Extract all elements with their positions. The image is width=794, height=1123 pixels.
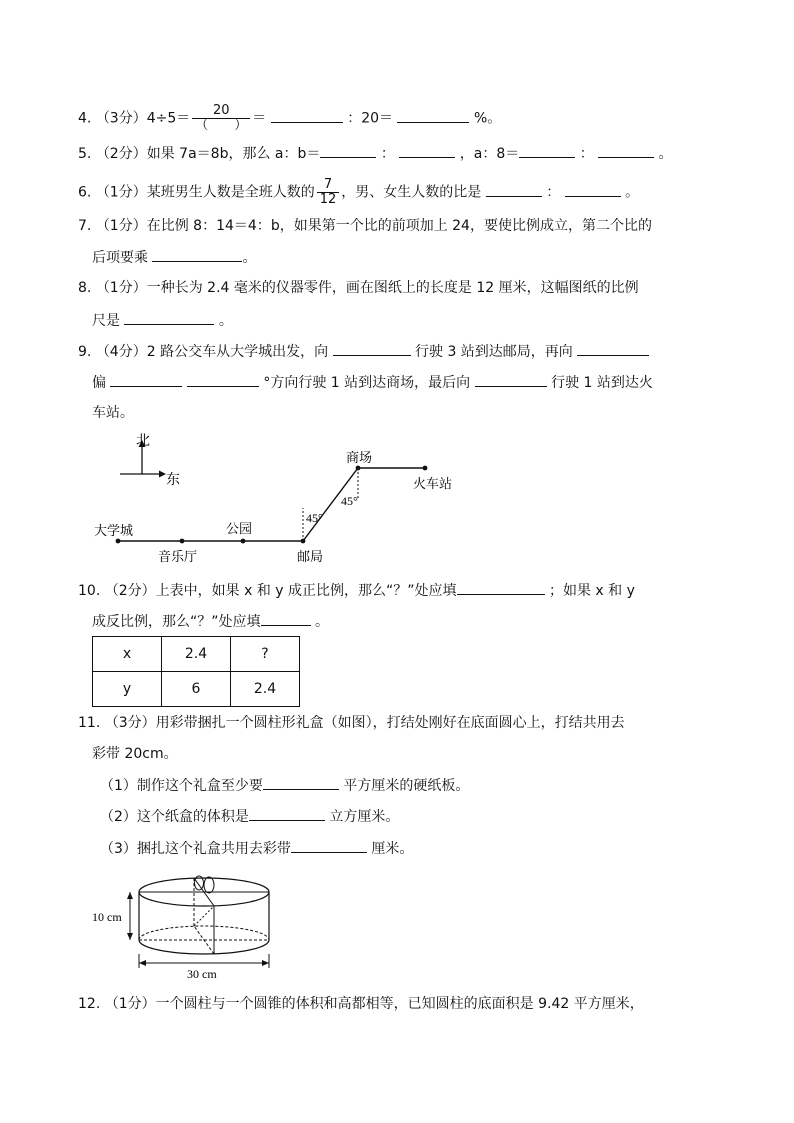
q4-equals: ＝ — [252, 110, 267, 127]
q11-sub1-text: （1）制作这个礼盒至少要 — [100, 778, 263, 794]
q5-blank-4[interactable] — [598, 143, 654, 158]
q9-number: 9. — [78, 344, 92, 360]
q8-number: 8. — [78, 280, 92, 296]
q9-blank-1[interactable] — [333, 341, 411, 356]
q6-fraction-numerator: 7 — [317, 178, 340, 193]
q11-sub2-end: 立方厘米。 — [329, 809, 400, 825]
q10-text-2: 成反比例，那么“？”处应填 — [92, 614, 261, 630]
question-9-cont-2 — [92, 403, 134, 423]
question-11-sub-2 — [100, 806, 399, 827]
q10-blank-1[interactable] — [457, 580, 545, 595]
diameter-arrow-right — [262, 960, 269, 966]
q11-sub3-text: （3）捆扎这个礼盒共用去彩带 — [100, 841, 291, 857]
table-cell: x — [93, 637, 162, 672]
table-row — [93, 672, 300, 707]
question-11-sub-3 — [100, 838, 413, 859]
q9-text: 2 路公交车从大学城出发，向 — [146, 344, 329, 360]
q9-text-1b: 行驶 3 站到达邮局，再向 — [415, 344, 573, 360]
question-12 — [78, 994, 644, 1014]
q6-points: （1分） — [95, 184, 147, 201]
q9-points: （4分） — [95, 344, 147, 360]
q8-end: 。 — [218, 313, 233, 329]
q4-blank-2[interactable] — [397, 108, 469, 123]
label-concert-hall: 音乐厅 — [158, 549, 198, 564]
question-11-sub-1 — [100, 775, 469, 796]
q4-percent: %。 — [473, 110, 502, 127]
q10-blank-2[interactable] — [261, 611, 311, 626]
station-dot-park — [241, 539, 246, 544]
q6-fraction-denominator: 12 — [319, 192, 337, 207]
question-9 — [78, 341, 649, 362]
q11-number: 11. — [78, 715, 101, 731]
q4-fraction-numerator: 20 — [192, 104, 250, 119]
q11-blank-1[interactable] — [263, 775, 339, 790]
q11-sub2-text: （2）这个纸盒的体积是 — [100, 809, 249, 825]
q9-blank-4[interactable] — [187, 372, 259, 387]
q9-blank-2[interactable] — [577, 341, 649, 356]
q4-blank-1[interactable] — [271, 108, 343, 123]
station-dot-mall — [356, 466, 361, 471]
q6-number: 6. — [78, 184, 92, 201]
q9-blank-5[interactable] — [475, 372, 547, 387]
q6-fraction — [317, 178, 340, 207]
table-cell: 2.4 — [231, 672, 300, 707]
q9-route-map — [90, 432, 470, 567]
height-arrow-bottom — [127, 933, 133, 940]
q7-text: 在比例 8：14＝4：b，如果第一个比的前项加上 24，要使比例成立，第二个比的 — [146, 218, 652, 234]
table-cell: 6 — [162, 672, 231, 707]
route-line — [118, 468, 425, 541]
q7-text-2: 后项要乘 — [92, 250, 148, 266]
q5-mid: ，a：8＝ — [459, 146, 520, 162]
q7-points: （1分） — [95, 218, 147, 234]
q10-points: （2分） — [104, 583, 156, 599]
q5-number: 5. — [78, 146, 92, 162]
north-label: 北 — [136, 434, 150, 449]
diameter-label: 30 cm — [187, 967, 217, 980]
q10-xy-table — [92, 636, 300, 707]
question-8 — [78, 278, 639, 298]
q6-end: 。 — [625, 184, 640, 201]
q8-text-2: 尺是 — [92, 313, 120, 329]
q11-text: 用彩带捆扎一个圆柱形礼盒（如图），打结处刚好在底面圆心上，打结共用去 — [155, 715, 625, 731]
height-arrow-top — [127, 892, 133, 899]
q8-text: 一种长为 2.4 毫米的仪器零件，画在图纸上的长度是 12 厘米，这幅图纸的比例 — [146, 280, 639, 296]
q9-text-2b: °方向行驶 1 站到达商场，最后向 — [263, 375, 471, 391]
q5-text: 如果 7a＝8b，那么 a：b＝ — [146, 146, 321, 162]
q5-blank-3[interactable] — [519, 143, 575, 158]
q11-blank-2[interactable] — [249, 806, 325, 821]
ribbon-diagonal — [194, 906, 214, 926]
station-dot-train-station — [423, 466, 428, 471]
q6-text-2: ，男、女生人数的比是 — [341, 184, 482, 201]
question-4 — [78, 104, 501, 133]
q11-blank-3[interactable] — [291, 838, 367, 853]
q11-sub3-end: 厘米。 — [371, 841, 414, 857]
east-label: 东 — [166, 473, 180, 488]
question-9-cont — [92, 372, 653, 393]
q4-text: 4÷5＝ — [146, 110, 191, 127]
station-dot-university — [116, 539, 121, 544]
question-11-cont — [92, 744, 178, 764]
q9-text-3: 车站。 — [92, 405, 134, 421]
cylinder-bottom-front — [139, 940, 269, 954]
q7-blank[interactable] — [152, 247, 242, 262]
q8-points: （1分） — [95, 280, 147, 296]
table-cell: 2.4 — [162, 637, 231, 672]
station-dot-post-office — [301, 539, 306, 544]
q10-text-1b: ；如果 x 和 y — [548, 583, 635, 599]
q7-end: 。 — [242, 250, 257, 266]
diameter-arrow-left — [139, 960, 146, 966]
q11-sub1-end: 平方厘米的硬纸板。 — [343, 778, 470, 794]
q6-blank-1[interactable] — [486, 182, 542, 197]
label-university: 大学城 — [94, 523, 134, 538]
height-label: 10 cm — [92, 910, 122, 924]
q4-points: （3分） — [95, 110, 147, 127]
table-row — [93, 637, 300, 672]
q4-fraction — [192, 104, 250, 133]
q9-text-2a: 偏 — [92, 375, 106, 391]
q11-points: （3分） — [104, 715, 156, 731]
angle-label-2: 45° — [341, 494, 358, 508]
q5-blank-2[interactable] — [399, 143, 455, 158]
q9-text-2c: 行驶 1 站到达火 — [551, 375, 653, 391]
angle-label-1: 45° — [306, 511, 323, 525]
question-7 — [78, 216, 652, 236]
q5-blank-1[interactable] — [320, 143, 376, 158]
east-arrowhead — [159, 471, 166, 478]
question-6 — [78, 178, 639, 207]
label-train-station: 火车站 — [413, 476, 453, 491]
q11-text-2: 彩带 20cm。 — [92, 746, 178, 762]
q10-number: 10. — [78, 583, 101, 599]
table-cell: ? — [231, 637, 300, 672]
label-park: 公园 — [226, 521, 253, 536]
q10-end: 。 — [314, 614, 329, 630]
label-post-office: 邮局 — [297, 549, 324, 564]
q5-colon: ： — [380, 146, 395, 162]
q4-number: 4. — [78, 110, 92, 127]
table-cell: y — [93, 672, 162, 707]
q6-text: 某班男生人数是全班人数的 — [146, 184, 315, 201]
q4-fraction-denominator: （ ） — [195, 118, 248, 133]
question-5 — [78, 143, 673, 164]
q11-cylinder-figure — [92, 868, 292, 980]
bow-loop-right — [204, 877, 214, 893]
q5-colon-2: ： — [579, 146, 594, 162]
q6-blank-2[interactable] — [565, 182, 621, 197]
q4-colon-20: ：20＝ — [347, 110, 394, 127]
q12-number: 12. — [78, 996, 101, 1012]
question-7-cont — [92, 247, 256, 268]
q5-points: （2分） — [95, 146, 147, 162]
q5-end: 。 — [658, 146, 673, 162]
label-mall: 商场 — [346, 450, 373, 465]
question-11 — [78, 713, 625, 733]
q7-number: 7. — [78, 218, 92, 234]
question-10 — [78, 580, 635, 601]
q12-text: 一个圆柱与一个圆锥的体积和高都相等，已知圆柱的底面积是 9.42 平方厘米， — [155, 996, 644, 1012]
q8-blank[interactable] — [124, 310, 214, 325]
q9-blank-3[interactable] — [110, 372, 182, 387]
cylinder-bottom-back — [139, 926, 269, 940]
station-dot-concert-hall — [180, 539, 185, 544]
q12-points: （1分） — [104, 996, 156, 1012]
question-10-cont — [92, 611, 329, 632]
question-8-cont — [92, 310, 233, 331]
q6-colon: ： — [546, 184, 561, 201]
q10-text: 上表中，如果 x 和 y 成正比例，那么“？”处应填 — [155, 583, 457, 599]
